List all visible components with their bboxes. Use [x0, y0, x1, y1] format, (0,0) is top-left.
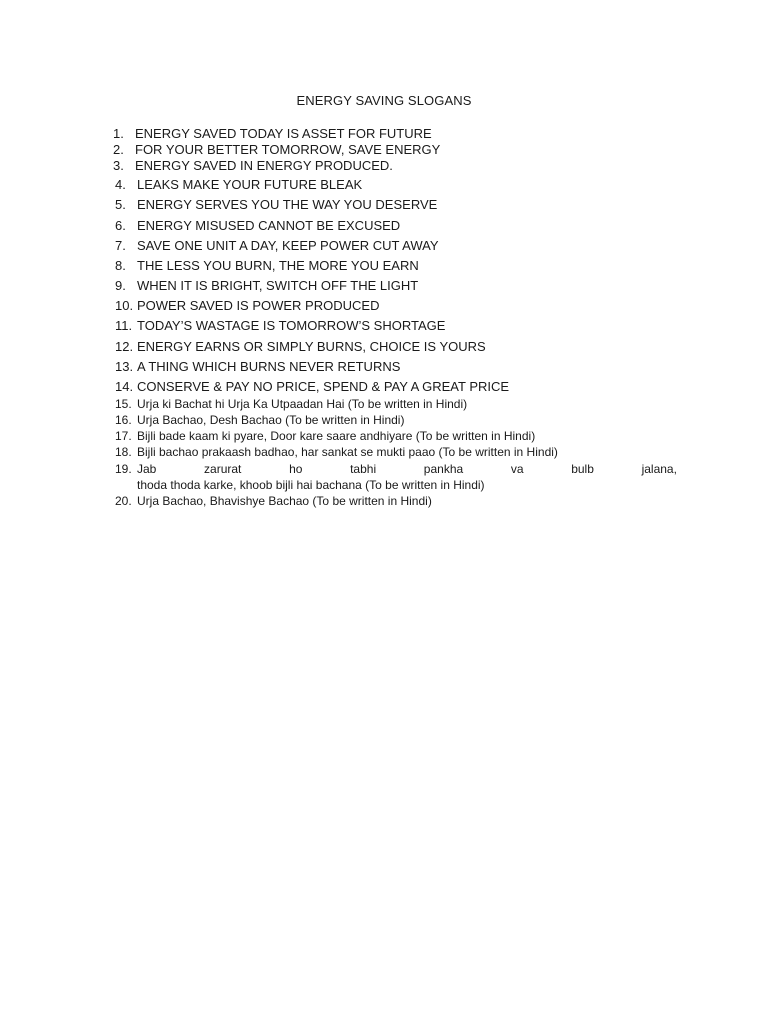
- word: tabhi: [350, 462, 377, 476]
- item-number: 9.: [115, 278, 126, 293]
- item-text: ENERGY MISUSED CANNOT BE EXCUSED: [137, 218, 401, 233]
- item-number: 13.: [115, 359, 134, 374]
- item-text: WHEN IT IS BRIGHT, SWITCH OFF THE LIGHT: [137, 278, 419, 293]
- document-title: ENERGY SAVING SLOGANS: [296, 93, 472, 108]
- item-text: Urja Bachao, Desh Bachao (To be written in Hindi): [137, 413, 405, 427]
- item-number: 14.: [115, 379, 134, 394]
- item-text: SAVE ONE UNIT A DAY, KEEP POWER CUT AWAY: [137, 238, 439, 253]
- item-number: 6.: [115, 218, 126, 233]
- word: ho: [289, 462, 303, 476]
- item-number: 1.: [113, 126, 124, 141]
- item-text: ENERGY SERVES YOU THE WAY YOU DESERVE: [137, 197, 438, 212]
- item-number: 16.: [115, 413, 132, 427]
- item-number: 8.: [115, 258, 126, 273]
- justified-line: [137, 461, 677, 477]
- item-text: CONSERVE & PAY NO PRICE, SPEND & PAY A GREAT PRICE: [137, 379, 510, 394]
- item-text: LEAKS MAKE YOUR FUTURE BLEAK: [137, 177, 363, 192]
- item-text: ENERGY SAVED TODAY IS ASSET FOR FUTURE: [135, 126, 432, 141]
- item-number: 7.: [115, 238, 126, 253]
- word: Jab: [137, 462, 157, 476]
- item-text: Bijli bachao prakaash badhao, har sankat se mukti paao (To be written in Hindi): [137, 445, 558, 459]
- word: va: [510, 462, 524, 476]
- item-number: 19.: [115, 462, 132, 476]
- item-text: ENERGY SAVED IN ENERGY PRODUCED.: [135, 158, 393, 173]
- word: pankha: [423, 462, 464, 476]
- item-number: 20.: [115, 494, 132, 508]
- word: bulb: [571, 462, 594, 476]
- word: jalana,: [641, 462, 677, 476]
- item-text: ENERGY EARNS OR SIMPLY BURNS, CHOICE IS YOURS: [137, 339, 486, 354]
- item-text: A THING WHICH BURNS NEVER RETURNS: [137, 359, 401, 374]
- item-number: 17.: [115, 429, 132, 443]
- word: zarurat: [204, 462, 242, 476]
- item-text: [137, 461, 677, 493]
- item-number: 10.: [115, 298, 134, 313]
- item-number: 3.: [113, 158, 124, 173]
- item-text: POWER SAVED IS POWER PRODUCED: [137, 298, 380, 313]
- item-number: 5.: [115, 197, 126, 212]
- item-number: 18.: [115, 445, 132, 459]
- item-number: 2.: [113, 142, 124, 157]
- item-number: 15.: [115, 397, 132, 411]
- item-number: 12.: [115, 339, 134, 354]
- item-number: 11.: [115, 318, 133, 333]
- item-text: THE LESS YOU BURN, THE MORE YOU EARN: [137, 258, 419, 273]
- continuation-line: thoda thoda karke, khoob bijli hai bachana (To be written in Hindi): [137, 478, 485, 492]
- item-text: Urja ki Bachat hi Urja Ka Utpaadan Hai (To be written in Hindi): [137, 397, 468, 411]
- item-text: FOR YOUR BETTER TOMORROW, SAVE ENERGY: [135, 142, 441, 157]
- item-text: TODAY’S WASTAGE IS TOMORROW’S SHORTAGE: [137, 318, 446, 333]
- item-number: 4.: [115, 177, 126, 192]
- item-text: Urja Bachao, Bhavishye Bachao (To be written in Hindi): [137, 494, 432, 508]
- item-text: Bijli bade kaam ki pyare, Door kare saare andhiyare (To be written in Hindi): [137, 429, 536, 443]
